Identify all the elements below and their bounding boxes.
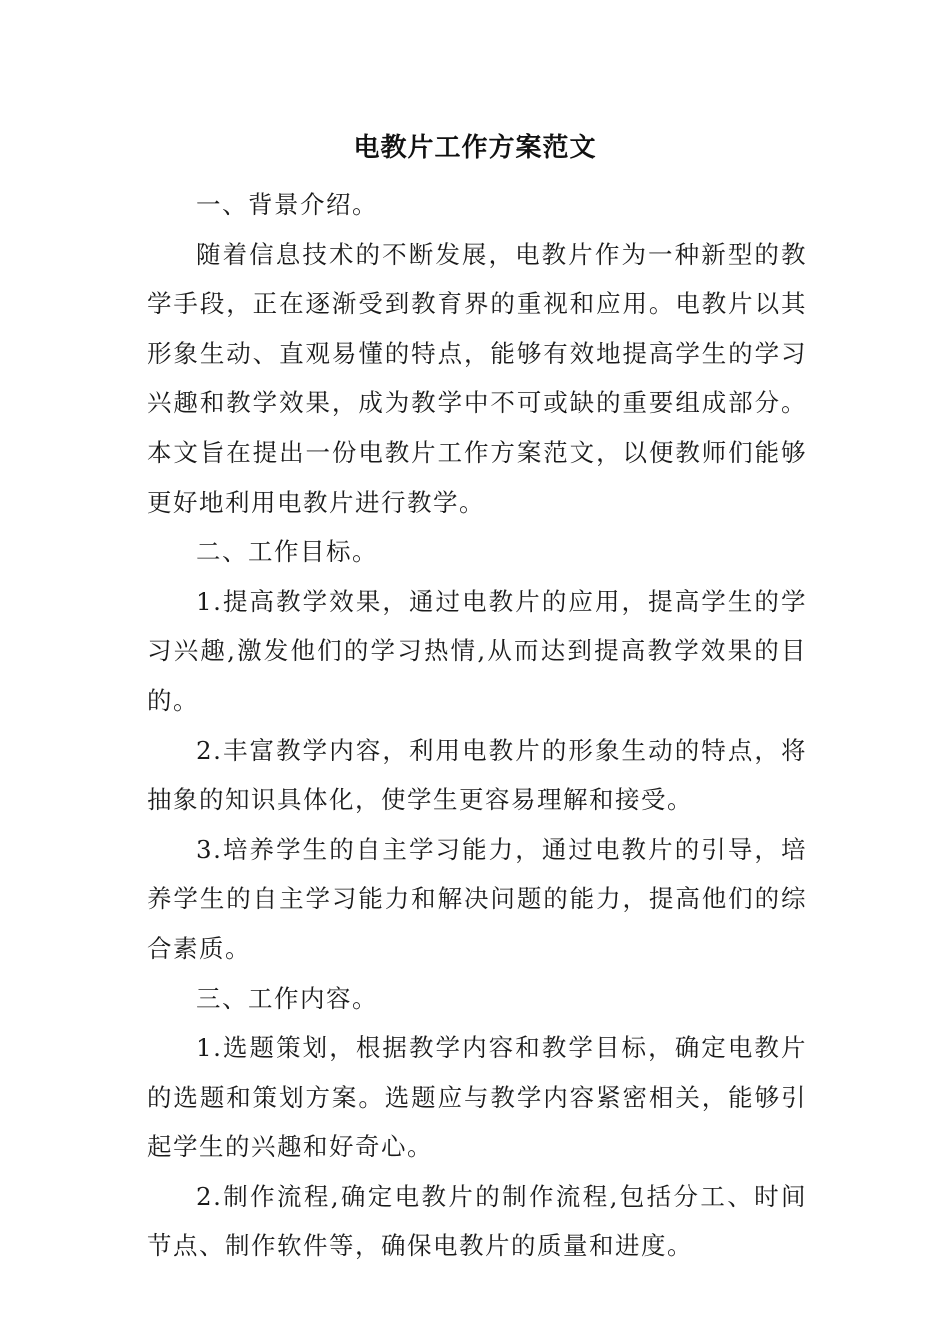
paragraph-background: 随着信息技术的不断发展，电教片作为一种新型的教学手段，正在逐渐受到教育界的重视和应用。电教片以其形象生动、直观易懂的特点，能够有效地提高学生的学习兴趣和教学效果，成为教学中不可或缺的重要组成部分。本文旨在提出一份电教片工作方案范文，以便教师们能够更好地利用电教片进行教学。	[147, 239, 807, 517]
goal-item-2: 2.丰富教学内容，利用电教片的形象生动的特点，将抽象的知识具体化，使学生更容易理解和接受。	[147, 735, 807, 815]
goal-item-3: 3.培养学生的自主学习能力，通过电教片的引导，培养学生的自主学习能力和解决问题的能力，提高他们的综合素质。	[147, 834, 807, 963]
document-title: 电教片工作方案范文	[353, 133, 597, 163]
content-item-2: 2.制作流程,确定电教片的制作流程,包括分工、时间节点、制作软件等，确保电教片的质量和进度。	[147, 1181, 807, 1261]
section-heading-content: 三、工作内容。	[196, 983, 378, 1013]
goal-item-1: 1.提高教学效果，通过电教片的应用，提高学生的学习兴趣,激发他们的学习热情,从而达到提高教学效果的目的。	[147, 586, 807, 715]
document-body	[147, 180, 807, 1271]
section-heading-goals: 二、工作目标。	[196, 537, 378, 567]
section-heading-background: 一、背景介绍。	[196, 190, 378, 219]
content-item-1: 1.选题策划，根据教学内容和教学目标，确定电教片的选题和策划方案。选题应与教学内容紧密相关，能够引起学生的兴趣和好奇心。	[147, 1033, 807, 1162]
